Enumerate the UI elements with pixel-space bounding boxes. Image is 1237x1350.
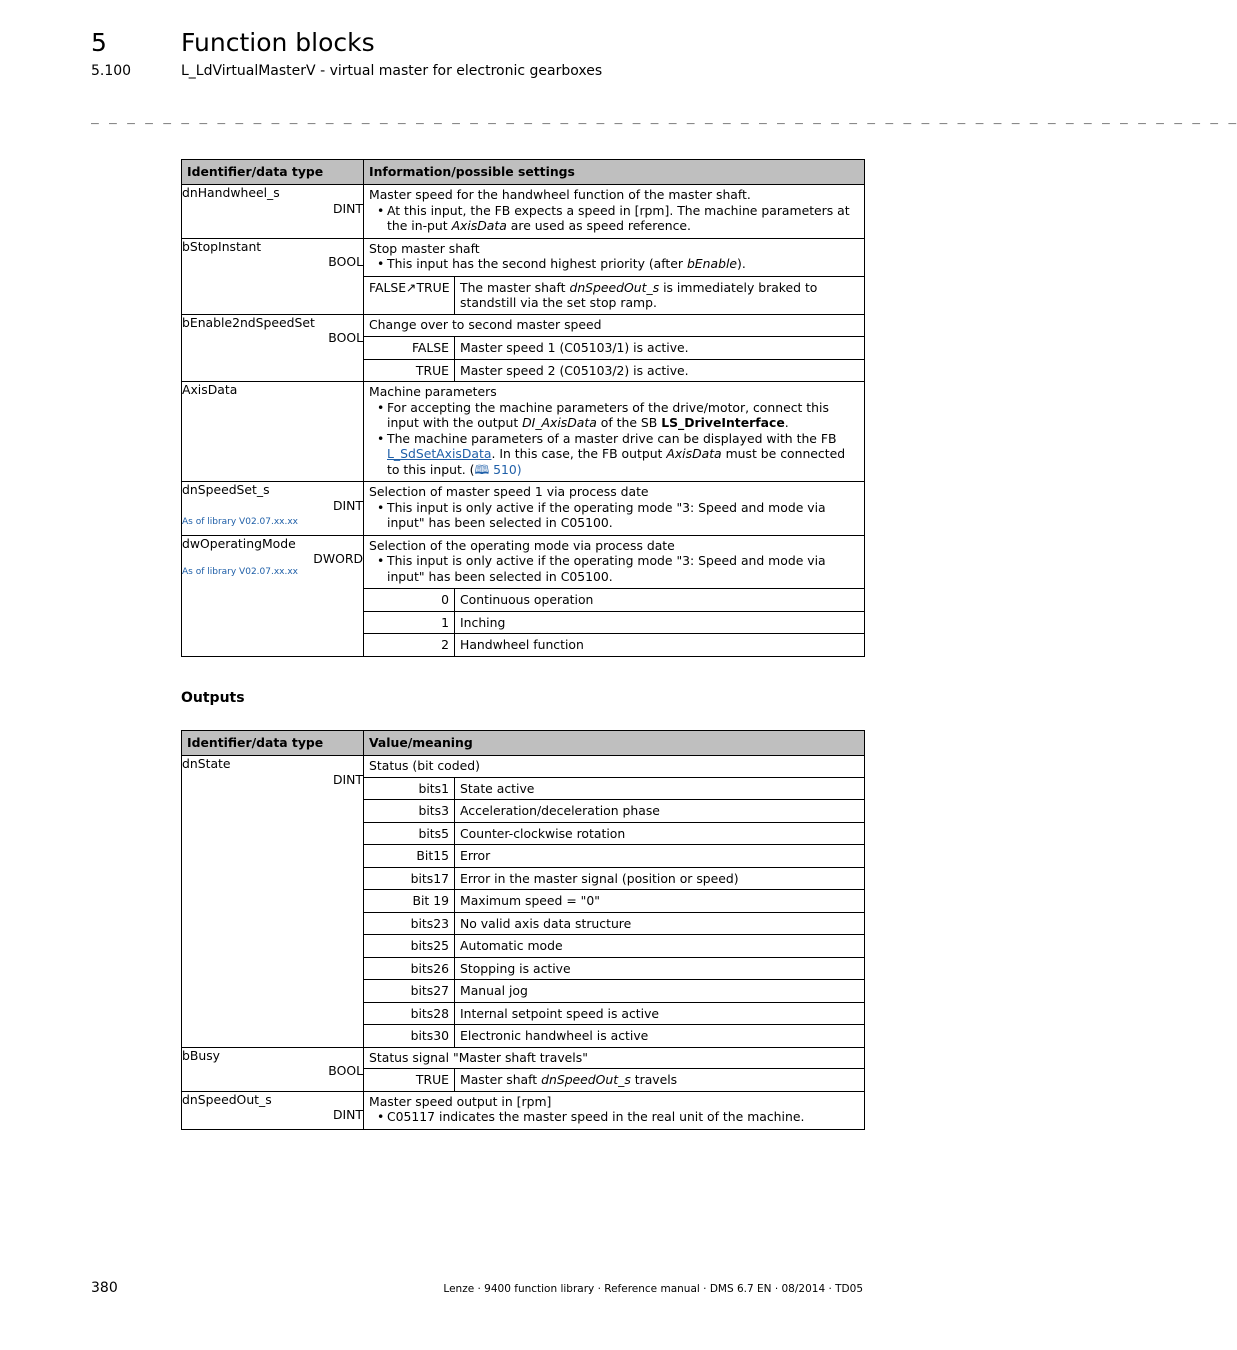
table-row	[182, 535, 865, 656]
value-meaning: No valid axis data structure	[455, 912, 865, 935]
info-cell	[364, 1047, 865, 1091]
value-meaning: Stopping is active	[455, 957, 865, 980]
library-version-note: As of library V02.07.xx.xx	[182, 566, 299, 577]
description: Master speed output in [rpm]	[369, 1093, 552, 1109]
description: Selection of master speed 1 via process date	[369, 484, 649, 499]
info-cell	[364, 185, 865, 239]
identifier-cell	[182, 535, 364, 656]
value-row	[364, 1069, 864, 1091]
value-row	[364, 935, 864, 958]
column-header-identifier: Identifier/data type	[182, 160, 364, 185]
identifier-cell	[182, 314, 364, 382]
identifier-name: dnSpeedSet_s	[182, 482, 270, 497]
table-row	[182, 238, 865, 314]
value-meaning: Master shaft dnSpeedOut_s travels	[455, 1069, 865, 1091]
bullet-item: • This input has the second highest priority (after bEnable).	[387, 256, 859, 272]
table-row	[182, 1047, 865, 1091]
chapter-title: Function blocks	[181, 28, 375, 57]
data-type: DINT	[332, 1107, 363, 1122]
info-text	[364, 536, 864, 589]
identifier-cell	[182, 238, 364, 314]
description: Status signal "Master shaft travels"	[369, 1049, 588, 1065]
value-key: 2	[364, 634, 455, 656]
table-row	[182, 1091, 865, 1129]
outputs-table	[181, 730, 865, 1130]
identifier-cell	[182, 756, 364, 1048]
page-number: 380	[91, 1280, 118, 1296]
value-meaning: Continuous operation	[455, 589, 865, 612]
info-cell	[364, 1091, 865, 1129]
value-meaning: Counter-clockwise rotation	[455, 822, 865, 845]
value-subtable	[364, 276, 864, 314]
identifier-cell	[182, 382, 364, 482]
column-header-value: Value/meaning	[364, 731, 865, 756]
info-text	[364, 185, 864, 238]
description: Change over to second master speed	[369, 316, 602, 332]
value-row	[364, 589, 864, 612]
value-row	[364, 337, 864, 360]
identifier-name: dnHandwheel_s	[182, 185, 280, 200]
value-key: FALSE↗TRUE	[364, 276, 455, 314]
value-key: bits30	[364, 1025, 455, 1047]
bullet-item: • This input is only active if the operating mode "3: Speed and mode via input" has been selected in C05100.	[387, 553, 859, 584]
info-text	[364, 756, 864, 777]
value-key: Bit 19	[364, 890, 455, 913]
value-key: bits23	[364, 912, 455, 935]
bullet-item: • At this input, the FB expects a speed in [rpm]. The machine parameters at the in-put AxisData are used as speed reference.	[387, 203, 859, 234]
info-text	[364, 1092, 864, 1129]
description: Machine parameters	[369, 384, 497, 399]
outputs-table-header	[182, 731, 865, 756]
value-key: bits26	[364, 957, 455, 980]
value-key: bits25	[364, 935, 455, 958]
column-header-identifier: Identifier/data type	[182, 731, 364, 756]
identifier-cell	[182, 185, 364, 239]
value-subtable	[364, 588, 864, 656]
identifier-cell	[182, 482, 364, 536]
value-row	[364, 800, 864, 823]
value-subtable	[364, 1068, 864, 1091]
info-cell	[364, 756, 865, 1048]
value-row	[364, 845, 864, 868]
value-key: TRUE	[364, 359, 455, 381]
bullet-item: • For accepting the machine parameters of the drive/motor, connect this input with the output DI_AxisData of the SB LS_DriveInterface.	[387, 400, 859, 431]
info-text	[364, 1048, 864, 1069]
value-row	[364, 980, 864, 1003]
value-meaning: Error in the master signal (position or speed)	[455, 867, 865, 890]
value-row	[364, 1025, 864, 1047]
value-row	[364, 822, 864, 845]
identifier-cell	[182, 1091, 364, 1129]
table-row	[182, 756, 865, 1048]
value-key: 1	[364, 611, 455, 634]
value-key: bits27	[364, 980, 455, 1003]
identifier-name: bBusy	[182, 1047, 221, 1063]
footer-doc-info: Lenze · 9400 function library · Reference manual · DMS 6.7 EN · 08/2014 · TD05	[443, 1283, 863, 1295]
value-meaning: Manual jog	[455, 980, 865, 1003]
table-row	[182, 382, 865, 482]
value-meaning: Master speed 1 (C05103/1) is active.	[455, 337, 865, 360]
value-meaning: State active	[455, 777, 865, 800]
description: Status (bit coded)	[369, 758, 480, 773]
info-cell	[364, 482, 865, 536]
inputs-table-header	[182, 160, 865, 185]
bullet-item: • C05117 indicates the master speed in the real unit of the machine.	[387, 1109, 859, 1125]
value-meaning: Inching	[455, 611, 865, 634]
info-text	[364, 315, 864, 337]
value-key: bits1	[364, 777, 455, 800]
value-key: TRUE	[364, 1069, 455, 1091]
value-subtable	[364, 777, 864, 1047]
description: Selection of the operating mode via process date	[369, 537, 675, 553]
value-meaning: The master shaft dnSpeedOut_s is immediately braked to standstill via the set stop ramp.	[455, 276, 865, 314]
outputs-heading: Outputs	[181, 690, 245, 706]
info-cell	[364, 314, 865, 382]
value-key: bits17	[364, 867, 455, 890]
value-row	[364, 359, 864, 381]
data-type: DWORD	[313, 551, 363, 566]
value-row	[364, 890, 864, 913]
value-subtable	[364, 336, 864, 381]
identifier-name: bStopInstant	[182, 238, 262, 254]
value-meaning: Handwheel function	[455, 634, 865, 656]
value-key: bits5	[364, 822, 455, 845]
description: Master speed for the handwheel function of the master shaft.	[369, 187, 751, 202]
value-row	[364, 777, 864, 800]
bullet-item: • The machine parameters of a master drive can be displayed with the FB L_SdSetAxisData. In this case, the FB output AxisData must be connected to this input. (🕮 510)	[387, 431, 859, 478]
value-key: bits3	[364, 800, 455, 823]
value-key: 0	[364, 589, 455, 612]
data-type: BOOL	[328, 254, 363, 269]
description: Stop master shaft	[369, 240, 480, 256]
header-separator: _ _ _ _ _ _ _ _ _ _ _ _ _ _ _ _ _ _ _ _ _ _ _ _ _ _ _ _ _ _ _ _ _ _ _ _ _ _ _ _ _ _ _ _ _ _ _ _ _ _ _ _ _ _ _ _ _ _ _ _ _ _ _ _	[91, 110, 1237, 125]
value-key: Bit15	[364, 845, 455, 868]
value-row	[364, 1002, 864, 1025]
table-row	[182, 482, 865, 536]
data-type: DINT	[332, 200, 363, 216]
identifier-name: dwOperatingMode	[182, 535, 296, 551]
table-row	[182, 185, 865, 239]
value-meaning: Error	[455, 845, 865, 868]
value-row	[364, 867, 864, 890]
section-number: 5.100	[91, 63, 132, 79]
value-key: FALSE	[364, 337, 455, 360]
identifier-name: dnState	[182, 756, 231, 771]
data-type: BOOL	[328, 330, 363, 345]
table-row	[182, 314, 865, 382]
value-row	[364, 634, 864, 656]
identifier-name: dnSpeedOut_s	[182, 1091, 272, 1107]
page-reference-link[interactable]: 🕮 510	[474, 461, 517, 477]
value-row	[364, 912, 864, 935]
inputs-table	[181, 159, 865, 657]
info-cell	[364, 382, 865, 482]
value-meaning: Electronic handwheel is active	[455, 1025, 865, 1047]
value-key: bits28	[364, 1002, 455, 1025]
library-version-note: As of library V02.07.xx.xx	[182, 517, 299, 527]
data-type: DINT	[332, 771, 363, 787]
info-cell	[364, 535, 865, 656]
bullet-item: • This input is only active if the operating mode "3: Speed and mode via input" has been selected in C05100.	[387, 500, 859, 531]
info-cell	[364, 238, 865, 314]
value-meaning: Acceleration/deceleration phase	[455, 800, 865, 823]
section-title: L_LdVirtualMasterV - virtual master for electronic gearboxes	[181, 63, 603, 79]
link-l-sdsetaxisdata[interactable]: L_SdSetAxisData	[387, 446, 492, 461]
data-type: BOOL	[328, 1063, 363, 1078]
value-meaning: Master speed 2 (C05103/2) is active.	[455, 359, 865, 381]
info-text	[364, 482, 864, 535]
identifier-name: bEnable2ndSpeedSet	[182, 314, 315, 330]
value-meaning: Automatic mode	[455, 935, 865, 958]
identifier-cell	[182, 1047, 364, 1091]
value-row	[364, 276, 864, 314]
column-header-information: Information/possible settings	[364, 160, 865, 185]
info-text	[364, 239, 864, 276]
value-row	[364, 611, 864, 634]
value-row	[364, 957, 864, 980]
value-meaning: Internal setpoint speed is active	[455, 1002, 865, 1025]
identifier-name: AxisData	[182, 382, 238, 397]
value-meaning: Maximum speed = "0"	[455, 890, 865, 913]
chapter-number: 5	[91, 28, 107, 57]
info-text	[364, 382, 864, 481]
data-type: DINT	[332, 497, 363, 513]
